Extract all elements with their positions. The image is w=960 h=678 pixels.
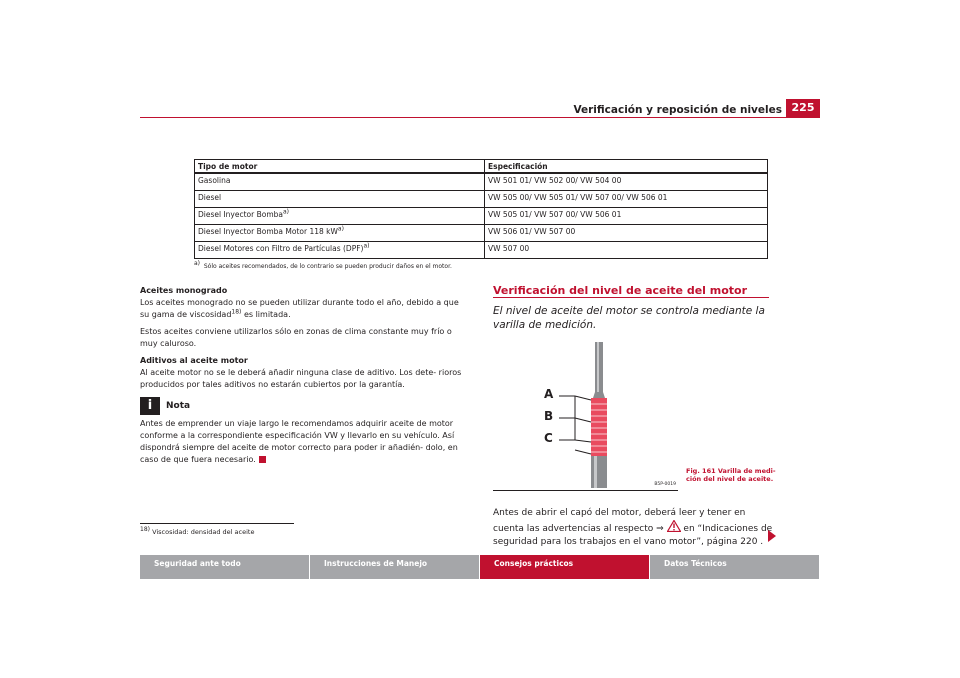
dipstick-illustration	[493, 342, 678, 490]
next-page-arrow-icon	[768, 530, 776, 542]
header-rule	[140, 117, 820, 118]
table-row	[195, 225, 768, 242]
footer-nav	[140, 555, 820, 579]
table-footnote: $^{a)}$ Sólo aceites recomendados, de lo contrario se pueden producir daños en el motor.	[194, 260, 452, 270]
table-header-row	[195, 160, 768, 174]
spec-cell: VW 507 00	[485, 242, 768, 259]
table-row	[195, 242, 768, 259]
figure-label-a: A	[544, 387, 554, 401]
section-lead: El nivel de aceite del motor se controla mediante la varilla de medición.	[493, 305, 765, 331]
table-row	[195, 208, 768, 225]
table-row	[195, 173, 768, 191]
table-row	[195, 191, 768, 208]
engine-cell: Diesel Motores con Filtro de Partículas (DPF)$^{a)}$	[195, 242, 485, 259]
spec-cell: VW 501 01/ VW 502 00/ VW 504 00	[485, 173, 768, 191]
column-header-spec: Especificación	[485, 160, 768, 174]
info-icon: i	[140, 397, 160, 415]
figure-code: B5P-0019	[654, 482, 676, 487]
section-body: Antes de abrir el capó del motor, deberá leer y tener en cuenta las advertencias al respecto ⇒ en “Indicaciones de seguridad para los trabajos en el vano motor”, página 220 .	[493, 508, 773, 547]
note-label: Nota	[166, 401, 191, 411]
warning-icon	[667, 524, 681, 534]
figure-label-c: C	[544, 431, 553, 445]
heading-additives: Aditivos al aceite motor	[140, 356, 248, 365]
heading-monograde: Aceites monogrado	[140, 286, 228, 295]
figure-label-b: B	[544, 409, 554, 423]
footnote: $^{18)}$ Viscosidad: densidad del aceite	[140, 525, 255, 536]
engine-cell: Gasolina	[195, 173, 485, 191]
page-number: 225	[786, 99, 820, 117]
end-mark-icon	[259, 456, 266, 463]
spec-cell: VW 506 01/ VW 507 00	[485, 225, 768, 242]
engine-cell: Diesel Inyector Bomba$^{a)}$	[195, 208, 485, 225]
engine-cell: Diesel	[195, 191, 485, 208]
footer-tab-safety[interactable]: Seguridad ante todo	[140, 555, 309, 579]
footer-tab-technical-data[interactable]: Datos Técnicos	[650, 555, 819, 579]
oil-spec-table	[194, 159, 768, 259]
spec-cell: VW 505 00/ VW 505 01/ VW 507 00/ VW 506 01	[485, 191, 768, 208]
paragraph-monograde: Los aceites monogrado no se pueden utilizar durante todo el año, debido a que su gama de viscosidad$^{18)}$ es limitada.	[140, 298, 459, 319]
engine-cell: Diesel Inyector Bomba Motor 118 $kW^{a)}$	[195, 225, 485, 242]
figure-caption: Fig. 161 Varilla de medi- ción del nivel de aceite.	[686, 467, 776, 483]
paragraph-additives: Al aceite motor no se le deberá añadir ninguna clase de aditivo. Los dete- rioros producidos por tales aditivos no estarán cubiertos por la garantía.	[140, 368, 462, 389]
spec-cell: VW 505 01/ VW 507 00/ VW 506 01	[485, 208, 768, 225]
footer-tab-operation[interactable]: Instrucciones de Manejo	[310, 555, 479, 579]
column-header-engine: Tipo de motor	[195, 160, 485, 174]
paragraph-climate: Estos aceites conviene utilizarlos sólo en zonas de clima constante muy frío o muy caluroso.	[140, 327, 452, 348]
footnote-rule	[140, 523, 294, 524]
footer-tab-practical-tips[interactable]: Consejos prácticos	[480, 555, 649, 579]
note-heading	[140, 397, 470, 415]
left-column	[140, 285, 470, 471]
note-text: Antes de emprender un viaje largo le recomendamos adquirir aceite de motor conforme a la correspondiente especificación VW y llevarlo en su vehículo. Así dispondrá siempre del aceite de motor correcto para poder ir añadién- dolo, en caso de que fuera necesario.	[140, 419, 458, 464]
section-rule	[493, 297, 769, 298]
dipstick-figure	[493, 342, 678, 491]
section-title: Verificación del nivel de aceite del motor	[493, 284, 748, 297]
page-header-title: Verificación y reposición de niveles	[573, 104, 782, 116]
